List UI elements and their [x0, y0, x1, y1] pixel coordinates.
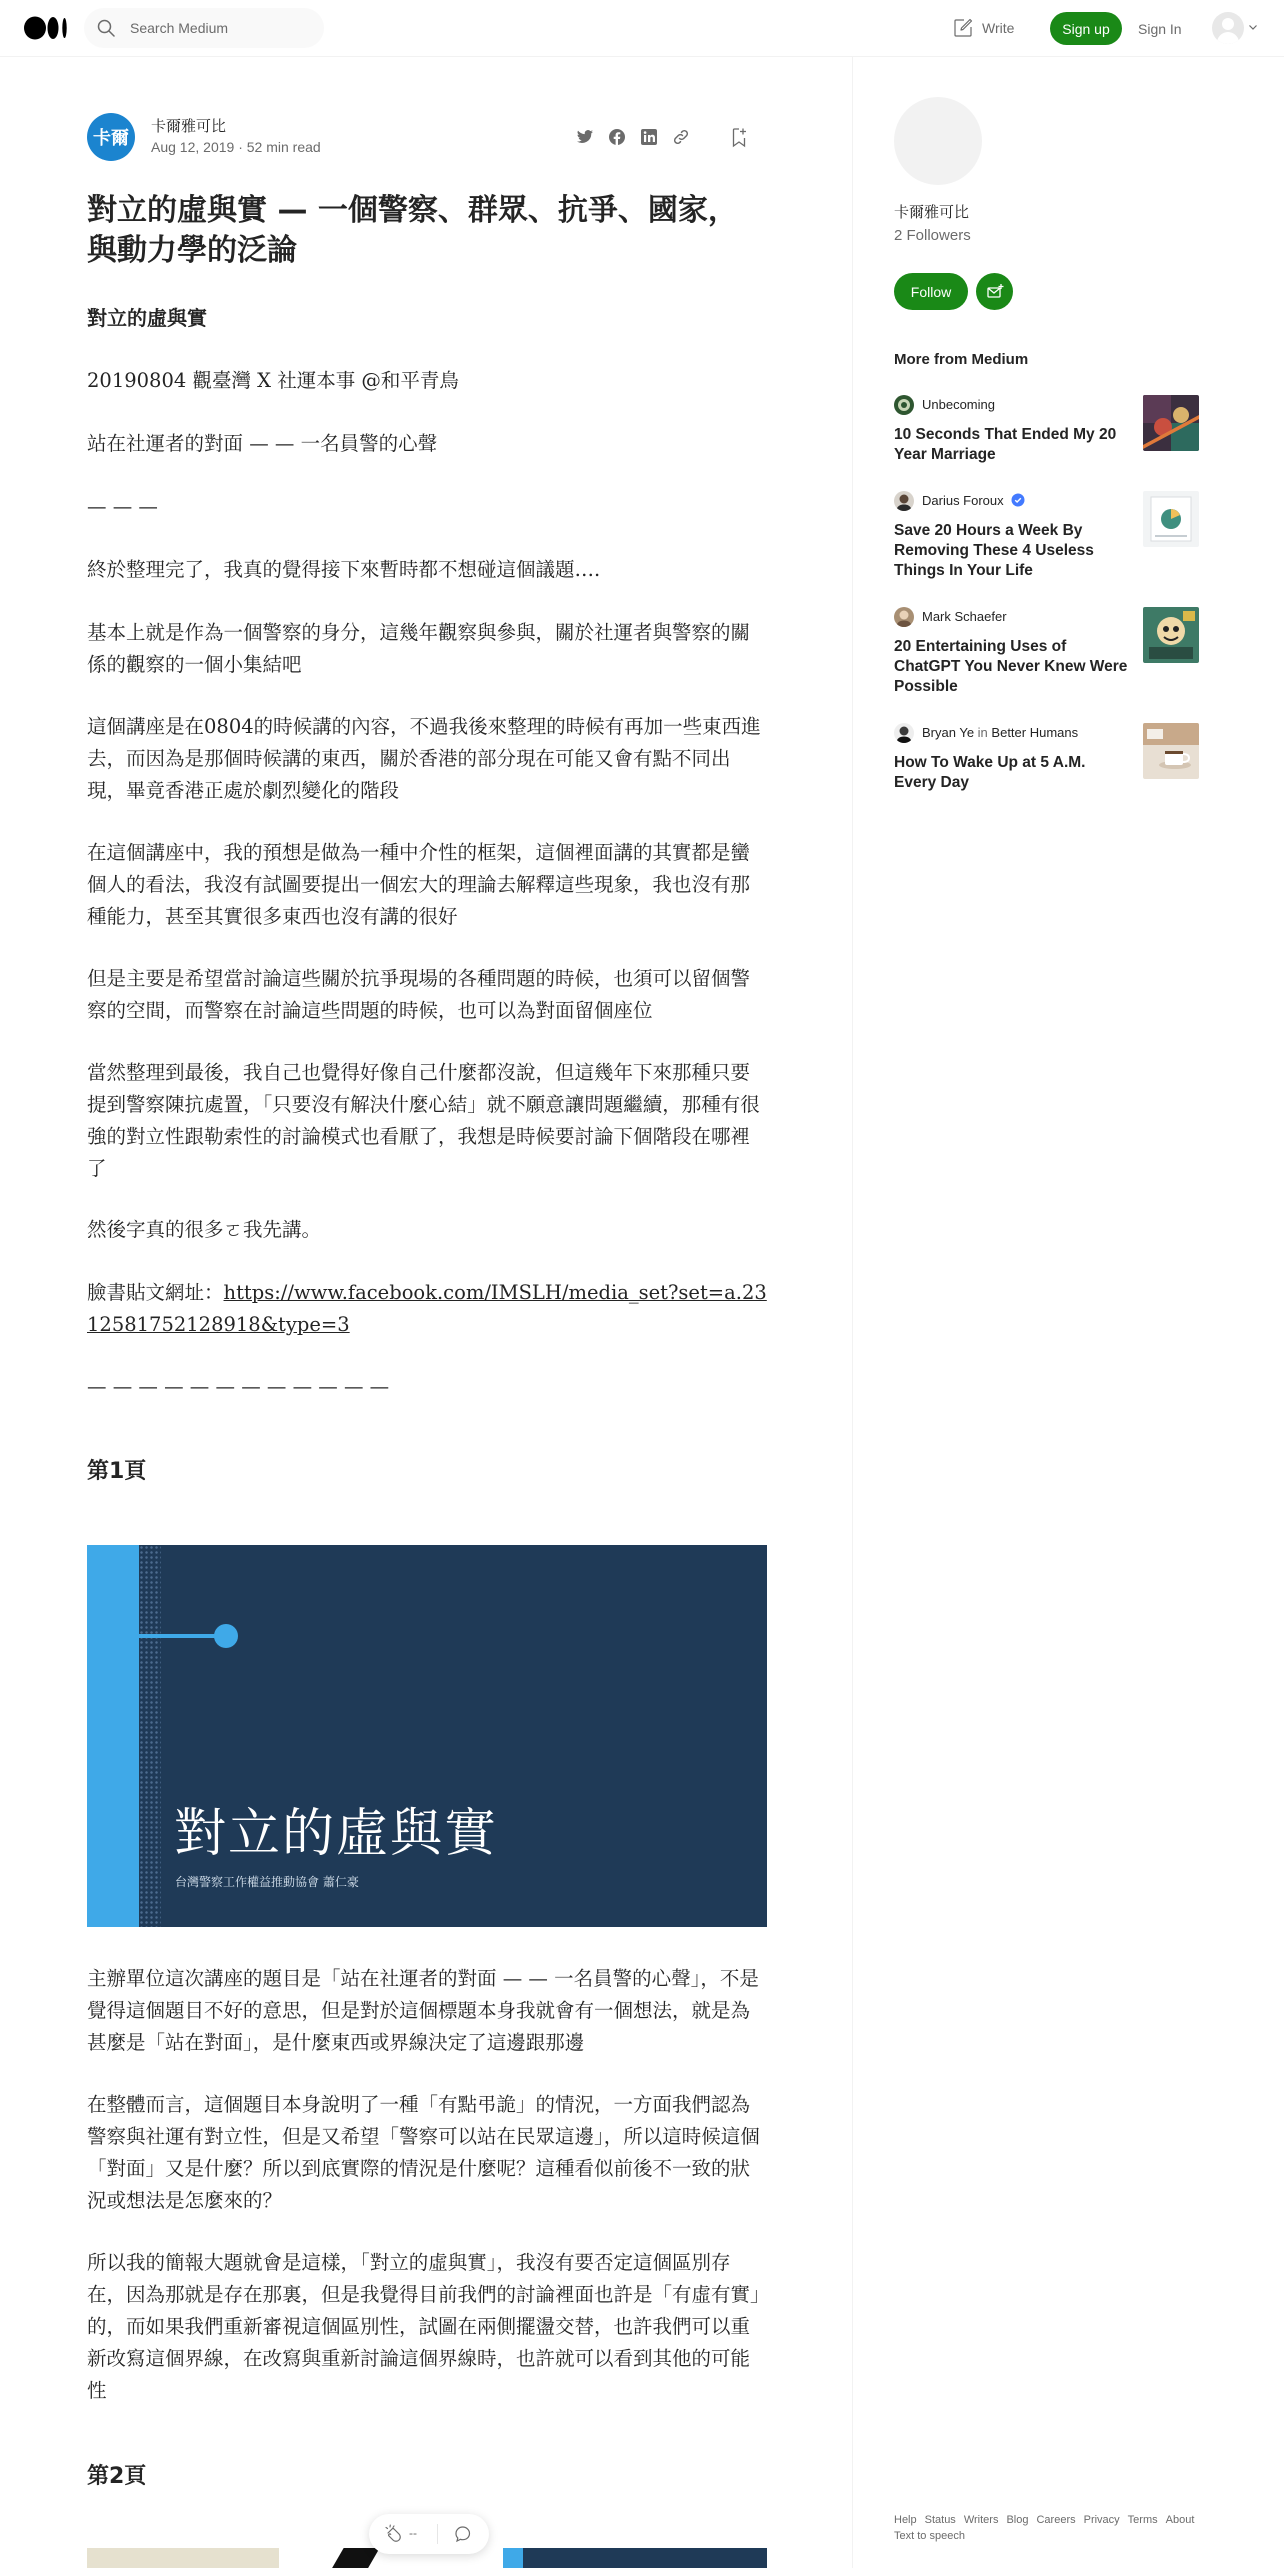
footer-link-status[interactable]: Status	[924, 2514, 956, 2526]
recommendation-thumbnail[interactable]	[1143, 723, 1199, 779]
footer-link-writers[interactable]: Writers	[963, 2514, 999, 2526]
author-name[interactable]: 卡爾雅可比	[151, 118, 227, 135]
follow-button[interactable]: Follow	[894, 273, 968, 310]
page-1-heading: 第1頁	[87, 1459, 147, 1484]
verified-badge-icon	[1011, 493, 1025, 507]
paragraph: 然後字真的很多ㄛ我先講。	[87, 1218, 322, 1241]
sidebar-author-name[interactable]: 卡爾雅可比	[894, 204, 970, 221]
page-2-heading: 第2頁	[87, 2464, 147, 2489]
recommendation-author-avatar	[894, 607, 914, 627]
slide-accent-circle	[214, 1624, 238, 1648]
recommendation-author[interactable]: Mark Schaefer	[922, 609, 1007, 624]
paragraph: 20190804 觀臺灣 X 社運本事 @和平青鳥	[87, 369, 459, 392]
medium-logo-icon[interactable]	[24, 16, 70, 40]
paragraph: 所以我的簡報大題就會是這樣，「對立的虛與實」，我沒有要否定這個區別存在，因為那就是存在那裏，但是我覺得目前我們的討論裡面也許是「有虛有實」的，而如果我們重新審視這個區別性，試圖在兩側擺盪交替，也許我們可以重新改寫這個界線，在改寫與重新討論這個界線時，也許就可以看到其他的可能性	[87, 2251, 760, 2402]
facebook-icon[interactable]	[607, 125, 627, 149]
paragraph: 站在社運者的對面 — — 一名員警的心聲	[87, 432, 438, 455]
floating-bar-divider	[437, 2524, 438, 2544]
paragraph: 在整體而言，這個題目本身說明了一種「有點弔詭」的情況，一方面我們認為警察與社運有對立性，但是又希望「警察可以站在民眾這邊」，所以這時候這個「對面」又是什麼？所以到底實際的情況是什麼呢？這種看似前後不一致的狀況或想法是怎麼來的？	[87, 2093, 760, 2212]
meta-separator: ·	[238, 139, 247, 155]
bookmark-add-icon[interactable]	[727, 125, 751, 149]
paragraph: 在這個講座中，我的預想是做為一種中介性的框架，這個裡面講的其實都是蠻個人的看法，我沒有試圖要提出一個宏大的理論去解釋這些現象，我也沒有那種能力，甚至其實很多東西也沒有講的很好	[87, 841, 751, 928]
paragraph: 主辦單位這次講座的題目是「站在社運者的對面 — — 一名員警的心聲」，不是覺得這個題目不好的意思，但是對於這個標題本身我就會有一個想法，就是為甚麼是「站在對面」，是什麼東西或界線決定了這邊跟那邊	[87, 1967, 759, 2054]
footer-link-privacy[interactable]: Privacy	[1083, 2514, 1120, 2526]
article-subtitle: 對立的虛與實	[87, 306, 207, 330]
top-navigation-bar	[0, 0, 1284, 57]
sign-in-link[interactable]: Sign In	[1138, 20, 1182, 37]
write-label: Write	[982, 20, 1015, 36]
publication-name[interactable]: Better Humans	[991, 725, 1079, 740]
search-icon	[97, 19, 115, 37]
paragraph: 但是主要是希望當討論這些關於抗爭現場的各種問題的時候，也須可以留個警察的空間，而警察在討論這些問題的時候，也可以為對面留個座位	[87, 967, 751, 1022]
facebook-link-paragraph	[87, 1277, 767, 1341]
recommendation-author-avatar	[894, 395, 914, 415]
recommendation-item[interactable]	[894, 607, 1196, 697]
responses-icon[interactable]	[453, 2524, 473, 2544]
search-input[interactable]	[130, 8, 310, 48]
user-avatar-icon[interactable]	[1212, 12, 1244, 44]
article-title: 對立的虛與實 — 一個警察、群眾、抗爭、國家，與動力學的泛論	[87, 193, 738, 268]
footer-link-careers[interactable]: Careers	[1036, 2514, 1076, 2526]
recommendation-item[interactable]	[894, 491, 1196, 581]
slide-dot-pattern	[139, 1545, 161, 1927]
article-byline	[87, 113, 767, 161]
recommendation-thumbnail[interactable]	[1143, 395, 1199, 451]
sidebar-footer-links	[894, 2512, 1214, 2544]
write-button[interactable]	[952, 16, 1014, 40]
article-meta	[151, 139, 321, 155]
recommendation-title[interactable]: 20 Entertaining Uses of ChatGPT You Never Knew Were Possible	[894, 638, 1128, 695]
slide-image-page-1[interactable]	[87, 1545, 767, 1927]
write-icon	[952, 17, 974, 39]
sidebar-author-avatar[interactable]	[894, 97, 982, 185]
clap-count: --	[409, 2526, 417, 2540]
read-time: 52 min read	[246, 139, 321, 155]
slide-subtitle: 台灣警察工作權益推動協會 蕭仁豪	[175, 1875, 359, 1889]
linkedin-icon[interactable]	[639, 125, 659, 149]
recommendation-author[interactable]: Darius Foroux	[922, 493, 1025, 508]
slide-title: 對立的虛與實	[174, 1804, 499, 1864]
recommendation-thumbnail[interactable]	[1143, 607, 1199, 663]
recommendation-title[interactable]: How To Wake Up at 5 A.M. Every Day	[894, 754, 1086, 791]
footer-link-help[interactable]: Help	[894, 2514, 917, 2526]
paragraph: 當然整理到最後，我自己也覺得好像自己什麼都沒說，但這幾年下來那種只要提到警察陳抗處置，「只要沒有解決什麼心結」就不願意讓問題繼續，那種有很強的對立性跟勒索性的討論模式也看厭了，我想是時候要討論下個階段在哪裡了	[87, 1061, 760, 1180]
floating-action-bar	[369, 2514, 489, 2554]
clap-icon[interactable]	[383, 2524, 403, 2544]
right-sidebar	[852, 57, 1284, 2568]
recommendation-title[interactable]: 10 Seconds That Ended My 20 Year Marriage	[894, 426, 1117, 463]
section-divider: — — — — — — — — — — — —	[87, 1375, 390, 1398]
subscribe-email-button[interactable]	[976, 273, 1013, 310]
paragraph: 終於整理完了，我真的覺得接下來暫時都不想碰這個議題….	[87, 558, 601, 581]
slide-accent-stripe	[87, 1545, 139, 1927]
footer-link-text-to-speech[interactable]: Text to speech	[894, 2530, 965, 2542]
chevron-down-icon[interactable]	[1248, 22, 1258, 32]
publish-date: Aug 12, 2019	[151, 139, 235, 155]
recommendation-item[interactable]	[894, 723, 1196, 793]
paragraph: 基本上就是作為一個警察的身分，這幾年觀察與參與，關於社運者與警察的關係的觀察的一個小集結吧	[87, 621, 751, 676]
copy-link-icon[interactable]	[671, 125, 691, 149]
search-box[interactable]	[84, 8, 324, 48]
publication-prefix: in	[977, 725, 988, 740]
facebook-post-link[interactable]: https://www.facebook.com/IMSLH/media_set?set=a.2312581752128918&type=3	[87, 1281, 767, 1336]
email-subscribe-icon	[985, 282, 1005, 302]
recommendation-thumbnail[interactable]	[1143, 491, 1199, 547]
facebook-link-prefix: 臉書貼文網址：	[87, 1281, 224, 1304]
sidebar-followers-count[interactable]: 2 Followers	[894, 227, 971, 244]
footer-link-blog[interactable]: Blog	[1006, 2514, 1029, 2526]
sign-up-button[interactable]: Sign up	[1050, 12, 1122, 45]
recommendation-item[interactable]	[894, 395, 1196, 465]
recommendation-author-avatar	[894, 723, 914, 743]
footer-link-about[interactable]: About	[1165, 2514, 1195, 2526]
paragraph: 這個講座是在0804的時候講的內容，不過我後來整理的時候有再加一些東西進去，而因為是那個時候講的東西，關於香港的部分現在可能又會有點不同出現，畢竟香港正處於劇烈變化的階段	[87, 715, 761, 802]
more-from-medium-heading: More from Medium	[894, 351, 1029, 368]
footer-link-terms[interactable]: Terms	[1127, 2514, 1158, 2526]
recommendation-author[interactable]: Bryan Ye in Better Humans	[922, 725, 1079, 740]
recommendation-author[interactable]: Unbecoming	[922, 397, 995, 412]
paragraph: — — —	[87, 495, 158, 518]
twitter-icon[interactable]	[575, 125, 595, 149]
recommendation-author-avatar	[894, 491, 914, 511]
author-avatar[interactable]: 卡爾	[87, 113, 135, 161]
recommendation-title[interactable]: Save 20 Hours a Week By Removing These 4 Useless Things In Your Life	[894, 522, 1094, 579]
